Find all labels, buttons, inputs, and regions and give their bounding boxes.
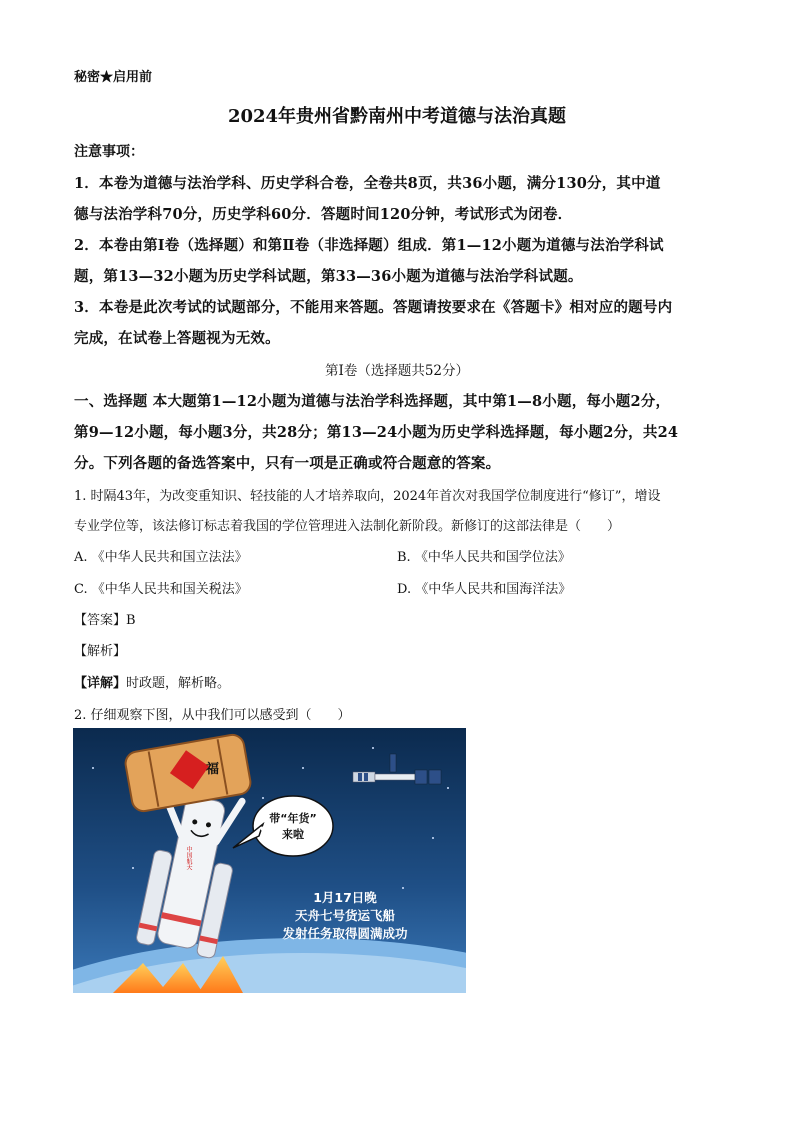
notice-line: 德与法治学科70分，历史学科60分．答题时间120分钟，考试形式为闭卷． [74, 206, 573, 223]
notice-line: 题，第13—32小题为历史学科试题，第33—36小题为道德与法治学科试题。 [74, 268, 583, 285]
caption-line3: 发射任务取得圆满成功 [282, 926, 408, 941]
part-title: 第Ⅰ卷（选择题共52分） [324, 363, 469, 379]
answer-line: 【答案】B [74, 613, 136, 628]
section-intro-line: 第9—12小题，每小题3分，共28分；第13—24小题为历史学科选择题，每小题2分，共24 [74, 424, 679, 441]
secret-label: 秘密★启用前 [74, 70, 153, 85]
analysis-label: 【解析】 [74, 644, 127, 659]
detail-label: 【详解】 [74, 676, 127, 691]
notice-line: 2．本卷由第Ⅰ卷（选择题）和第Ⅱ卷（非选择题）组成．第1—12小题为道德与法治学科试 [74, 237, 664, 254]
bubble-text-line2: 来啦 [282, 828, 304, 841]
section-intro-line: 分。下列各题的备选答案中，只有一项是正确或符合题意的答案。 [74, 455, 501, 472]
option-d: D. 《中华人民共和国海洋法》 [397, 582, 572, 597]
bubble-text-line1: 带“年货” [269, 812, 317, 825]
comic-illustration [73, 728, 466, 993]
caption-line2: 天舟七号货运飞船 [294, 908, 395, 923]
question-1-stem: 1. 时隔43年，为改变重知识、轻技能的人才培养取向，2024年首次对我国学位制度进行“修订”，增设 [74, 489, 661, 504]
rocket-label: 中国航天 [185, 846, 192, 870]
detail-line [74, 672, 230, 691]
page-title: 2024年贵州省黔南州中考道德与法治真题 [227, 106, 567, 127]
tianzhou-comic-image [73, 728, 466, 993]
notice-line: 完成，在试卷上答题视为无效。 [74, 330, 280, 347]
notice-line: 1．本卷为道德与法治学科、历史学科合卷，全卷共8页，共36小题，满分130分，其中道 [74, 175, 661, 192]
notice-heading: 注意事项： [74, 144, 144, 160]
fu-character: 福 [206, 762, 220, 777]
option-a: A. 《中华人民共和国立法法》 [74, 550, 248, 565]
caption-line1: 1月17日晚 [313, 890, 377, 905]
option-c: C. 《中华人民共和国关税法》 [74, 582, 248, 597]
question-1-stem: 专业学位等，该法修订标志着我国的学位管理进入法制化新阶段。新修订的这部法律是（ ） [74, 519, 621, 534]
notice-line: 3．本卷是此次考试的试题部分，不能用来答题。答题请按要求在《答题卡》相对应的题号内 [74, 299, 673, 316]
option-b: B. 《中华人民共和国学位法》 [397, 550, 571, 565]
question-2-stem: 2. 仔细观察下图，从中我们可以感受到（ ） [74, 708, 351, 723]
detail-text: 时政题，解析略。 [126, 676, 231, 691]
section-intro-line: 一、选择题 本大题第1—12小题为道德与法治学科选择题，其中第1—8小题，每小题2分， [74, 393, 671, 410]
